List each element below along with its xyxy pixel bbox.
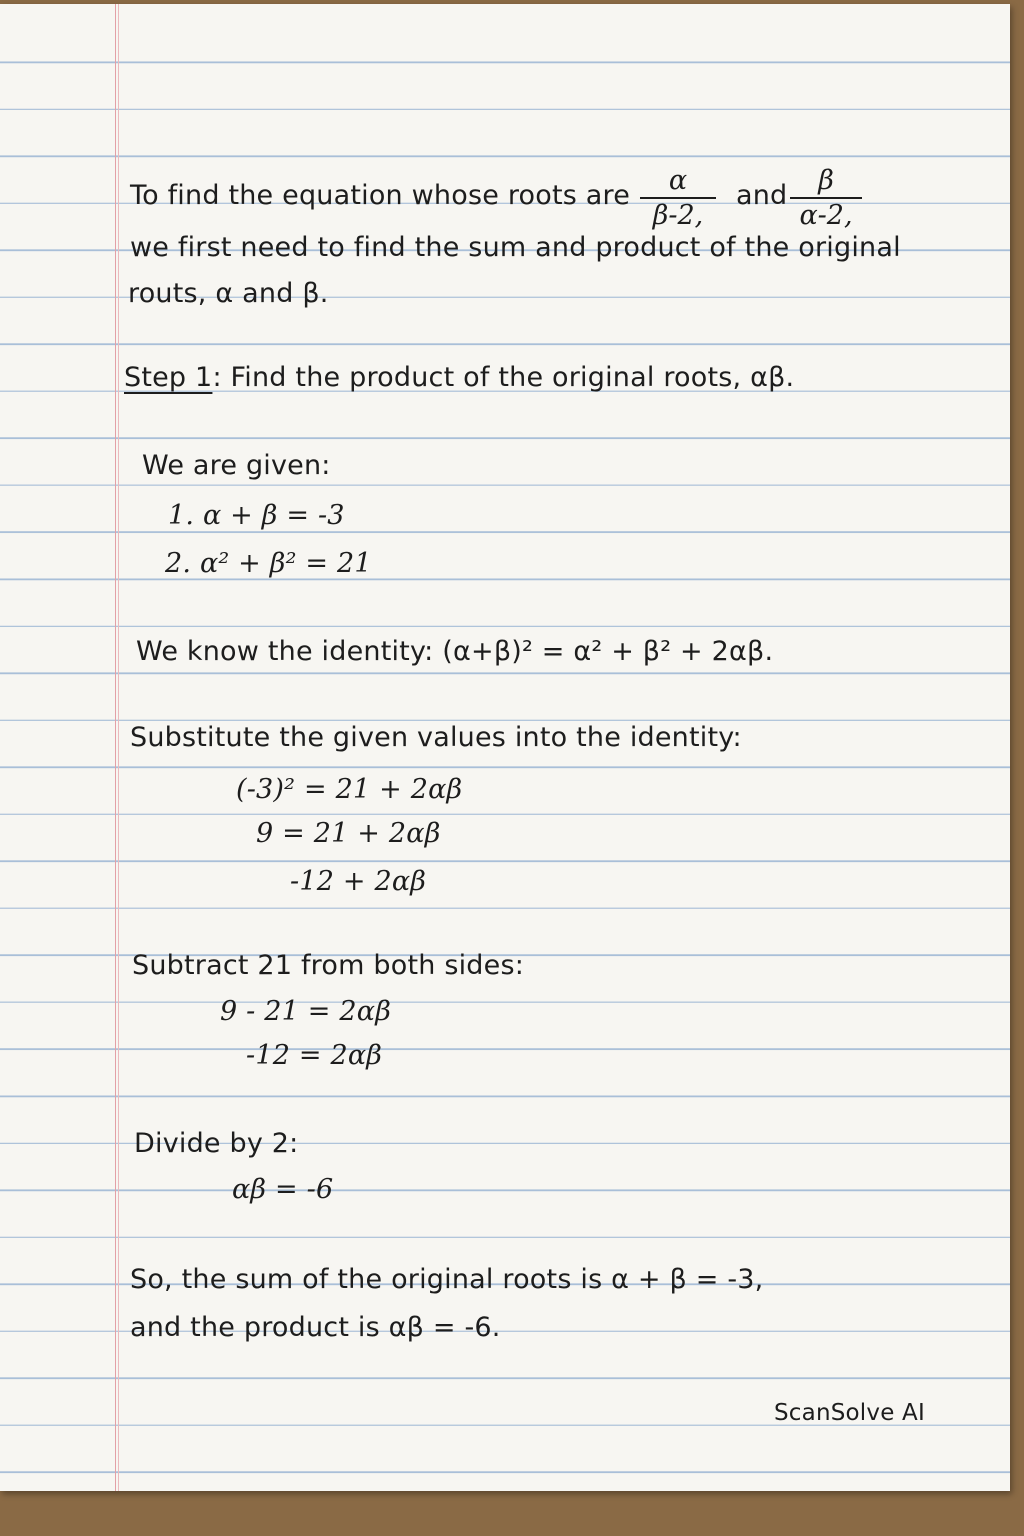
subtract-line-1: 9 - 21 = 2αβ [220, 996, 392, 1027]
step-1-text: : Find the product of the original roots, αβ. [212, 362, 795, 393]
fraction-1-bar [640, 197, 716, 199]
substitute-line-2: 9 = 21 + 2αβ [256, 818, 441, 849]
intro-line-1: To find the equation whose roots are [130, 180, 631, 211]
divide-line: αβ = -6 [232, 1174, 334, 1205]
fraction-2-bar [790, 197, 862, 199]
notebook-paper [0, 4, 1010, 1491]
fraction-2-denominator: α-2, [799, 200, 853, 231]
substitute-line-1: (-3)² = 21 + 2αβ [236, 774, 463, 805]
brand-label: ScanSolve AI [774, 1400, 925, 1426]
fraction-beta-over-alpha [790, 166, 862, 231]
fraction-2-numerator: β [818, 165, 834, 196]
step-1-heading [124, 362, 794, 393]
given-item-2: 2. α² + β² = 21 [165, 548, 372, 579]
substitute-line-3: -12 + 2αβ [290, 866, 427, 897]
intro-line-3: routs, α and β. [128, 278, 329, 309]
intro-line-2: we first need to find the sum and product of the original [130, 232, 901, 263]
subtract-line-2: -12 = 2αβ [246, 1040, 383, 1071]
fraction-1-denominator: β-2, [652, 200, 704, 231]
margin-line-inner [118, 4, 119, 1491]
substitute-heading: Substitute the given values into the identity: [130, 722, 742, 753]
conclusion-line-1: So, the sum of the original roots is α + β = -3, [130, 1264, 764, 1295]
step-1-label: Step 1 [124, 362, 213, 393]
given-heading: We are given: [142, 450, 331, 481]
intro-and: and [736, 180, 788, 211]
conclusion-line-2: and the product is αβ = -6. [130, 1312, 501, 1343]
given-item-1: 1. α + β = -3 [168, 500, 345, 531]
subtract-heading: Subtract 21 from both sides: [132, 950, 525, 981]
fraction-alpha-over-beta [640, 166, 716, 231]
margin-line [115, 4, 116, 1491]
identity-statement: We know the identity: (α+β)² = α² + β² + 2αβ. [136, 636, 774, 667]
fraction-1-numerator: α [668, 165, 688, 196]
divide-heading: Divide by 2: [134, 1128, 299, 1159]
